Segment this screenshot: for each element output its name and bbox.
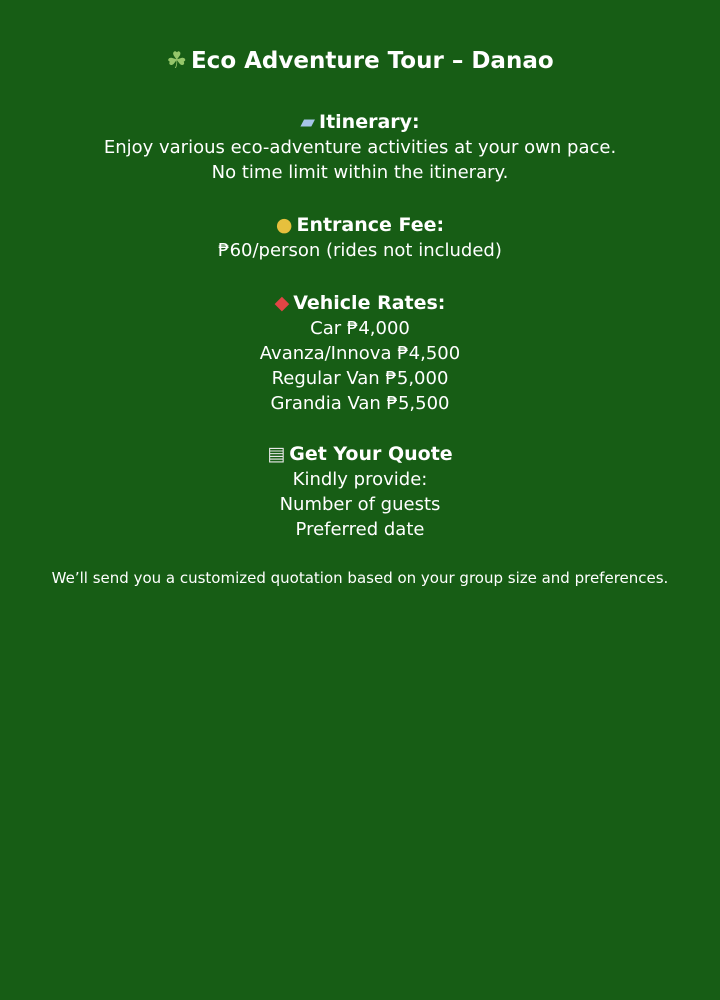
quote-heading: ▤ Get Your Quote	[267, 443, 453, 465]
money-bag-icon: ●	[275, 214, 293, 236]
vehicle-rate-line: Regular Van ₱5,000	[271, 368, 449, 389]
page-title-text: Eco Adventure Tour – Danao	[190, 48, 554, 74]
vehicle-rates-section	[0, 291, 720, 416]
itinerary-line: No time limit within the itinerary.	[211, 162, 509, 183]
car-icon: ◆	[274, 292, 290, 314]
world-map-icon: ▰	[300, 111, 315, 133]
itinerary-line: Enjoy various eco-adventure activities at your own pace.	[103, 137, 617, 158]
vehicle-rates-heading: ◆ Vehicle Rates:	[274, 292, 446, 314]
quote-line: Preferred date	[295, 519, 425, 540]
quote-line: Number of guests	[279, 494, 441, 515]
entrance-fee-heading: ● Entrance Fee:	[275, 214, 445, 236]
page-title	[0, 44, 720, 78]
quote-line: Kindly provide:	[292, 469, 428, 490]
vehicle-rate-line: Grandia Van ₱5,500	[270, 393, 450, 414]
clipboard-icon: ▤	[267, 443, 286, 465]
vehicle-rate-line: Car ₱4,000	[310, 318, 410, 339]
entrance-fee-section	[0, 213, 720, 263]
itinerary-section	[0, 110, 720, 185]
footer-note: We’ll send you a customized quotation based on your group size and preferences.	[51, 569, 669, 587]
seedling-icon: ☘	[166, 48, 187, 74]
entrance-fee-line: ₱60/person (rides not included)	[218, 240, 502, 261]
vehicle-rate-line: Avanza/Innova ₱4,500	[259, 343, 461, 364]
itinerary-heading: ▰ Itinerary:	[300, 111, 420, 133]
quote-section	[0, 442, 720, 542]
